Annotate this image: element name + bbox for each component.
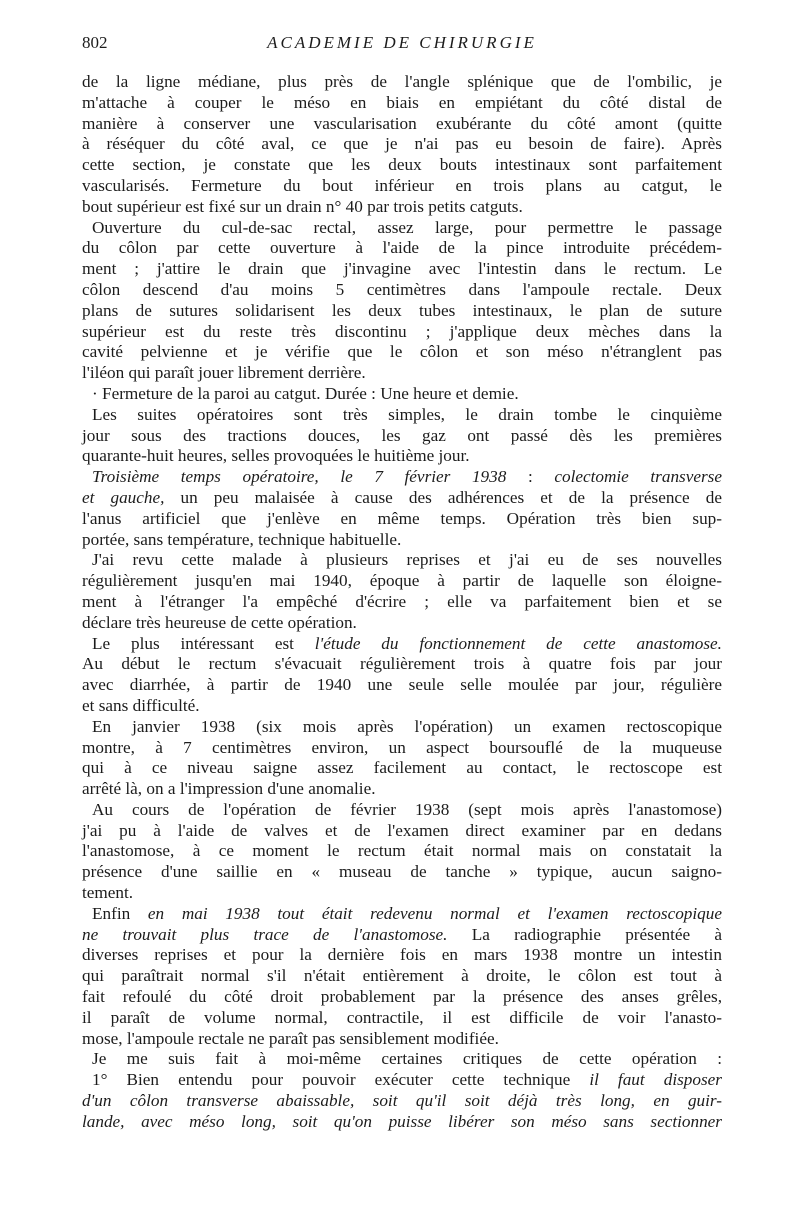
text-line: mose, l'ampoule rectale ne paraît pas sensiblement modifiée. [82, 1028, 499, 1048]
text-line: plans de sutures solidarisent les deux tubes intestinaux, le plan de suture [82, 300, 722, 320]
text-line: vascularisés. Fermeture du bout inférieur en trois plans au catgut, le [82, 175, 722, 195]
text-line: cavité pelvienne et je vérifie que le côlon et son méso n'étranglent pas [82, 342, 722, 362]
text-line: et sans difficulté. [82, 695, 200, 715]
text-line: ment ; j'attire le drain que j'invagine avec l'intestin dans le rectum. Le [82, 259, 722, 279]
running-title: ACADEMIE DE CHIRURGIE [267, 33, 537, 52]
text-line: Ouverture du cul-de-sac rectal, assez large, pour permettre le passage [92, 217, 722, 237]
text-line: de la ligne médiane, plus près de l'angle splénique que de l'ombilic, je [82, 72, 722, 91]
text-line [82, 925, 722, 946]
text-run: Enfin [92, 903, 148, 923]
page-number: 802 [82, 33, 108, 52]
text-line: quarante-huit heures, selles provoquées le huitième jour. [82, 446, 470, 466]
text-line: m'attache à couper le méso en biais en empiétant du côté distal de [82, 92, 722, 112]
text-line: l'iléon qui paraît jouer librement derrière. [82, 363, 366, 383]
italic-run: lande, avec méso long, soit qu'on puisse libérer son méso sans sectionner [82, 1111, 722, 1131]
text-line: diverses reprises et pour la dernière fois en mars 1938 montre un intestin [82, 945, 722, 965]
text-run: Le plus intéressant est [92, 633, 315, 653]
text-line [82, 1091, 722, 1112]
italic-run: et gauche, [82, 487, 165, 507]
text-line: cette section, je constate que les deux bouts intestinaux sont parfaitement [82, 155, 722, 175]
italic-run: ne trouvait plus trace de l'anastomose. [82, 924, 448, 944]
text-line: déclare très heureuse de cette opération. [82, 612, 357, 632]
italic-run: l'étude du fonctionnement de cette anastomose. [314, 633, 722, 653]
text-line: · Fermeture de la paroi au catgut. Durée : Une heure et demie. [92, 383, 519, 403]
text-line: côlon descend d'au moins 5 centimètres dans l'ampoule rectale. Deux [82, 279, 722, 299]
italic-run: colectomie transverse [554, 467, 722, 487]
text-line [82, 634, 722, 655]
text-line [82, 1070, 722, 1091]
text-line: Les suites opératoires sont très simples, le drain tombe le cinquième [92, 404, 722, 424]
italic-run: il faut disposer [589, 1070, 722, 1090]
text-line: supérieur est du reste très discontinu ; j'applique deux mèches dans la [82, 321, 722, 341]
text-run: 1° Bien entendu pour pouvoir exécuter cette technique [92, 1070, 590, 1090]
text-line: montre, à 7 centimètres environ, un aspect boursouflé de la muqueuse [82, 737, 722, 757]
italic-run: en mai 1938 tout était redevenu normal et l'examen rectoscopique [147, 903, 722, 923]
text-line: portée, sans température, technique habituelle. [82, 529, 402, 549]
text-line: du côlon par cette ouverture à l'aide de la pince introduite précédem- [82, 238, 722, 258]
text-line: Au cours de l'opération de février 1938 (sept mois après l'anastomose) [92, 799, 722, 819]
text-line: il paraît de volume normal, contractile, il est difficile de voir l'anasto- [82, 1007, 722, 1027]
text-line: fait refoulé du côté droit probablement par la présence des anses grêles, [82, 987, 722, 1007]
text-line [82, 467, 722, 488]
text-line: qui à ce niveau saigne assez facilement au contact, le rectoscope est [82, 758, 722, 778]
text-line: régulièrement jusqu'en mai 1940, époque à partir de laquelle son éloigne- [82, 571, 722, 591]
text-line: j'ai pu à l'aide de valves et de l'examen direct examiner par en dedans [82, 820, 722, 840]
italic-run: d'un côlon transverse abaissable, soit qu'il soit déjà très long, en guir- [82, 1091, 722, 1111]
text-line: présence d'une saillie en « museau de tanche » typique, aucun saigno- [82, 862, 722, 882]
text-line: En janvier 1938 (six mois après l'opération) un examen rectoscopique [92, 716, 722, 736]
text-line: qui paraîtrait normal s'il n'était entièrement à droite, le côlon est tout à [82, 966, 722, 986]
text-line: Je me suis fait à moi-même certaines critiques de cette opération : [92, 1049, 722, 1069]
text-run: un peu malaisée à cause des adhérences et de la présence de [164, 487, 722, 507]
text-line: Au début le rectum s'évacuait régulièrement trois à quatre fois par jour [82, 654, 722, 674]
text-line: arrêté là, on a l'impression d'une anomalie. [82, 779, 376, 799]
text-run: La radiographie présentée à [447, 924, 722, 944]
text-line [82, 488, 722, 509]
text-line: jour sous des tractions douces, les gaz ont passé dès les premières [82, 425, 722, 445]
text-line: bout supérieur est fixé sur un drain n° 40 par trois petits catguts. [82, 196, 523, 216]
text-line [82, 904, 722, 925]
text-line: tement. [82, 883, 134, 903]
text-line: l'anastomose, à ce moment le rectum était normal mais on constatait la [82, 841, 722, 861]
italic-run: Troisième temps opératoire, le 7 février 1938 [92, 467, 507, 487]
text-line: ment à l'étranger l'a empêché d'écrire ; elle va parfaitement bien et se [82, 591, 722, 611]
text-line [82, 1112, 722, 1133]
text-line: J'ai revu cette malade à plusieurs reprises et j'ai eu de ses nouvelles [92, 550, 722, 570]
body-text [82, 72, 722, 1133]
text-line: à réséquer du côté aval, ce que je n'ai pas eu besoin de faire). Après [82, 134, 722, 154]
text-line: l'anus artificiel que j'enlève en même temps. Opération très bien sup- [82, 508, 722, 528]
text-line: avec diarrhée, à partir de 1940 une seule selle moulée par jour, régulière [82, 675, 722, 695]
page-header [82, 33, 722, 55]
text-run: : [506, 467, 555, 487]
text-line: manière à conserver une vascularisation exubérante du côté amont (quitte [82, 113, 722, 133]
